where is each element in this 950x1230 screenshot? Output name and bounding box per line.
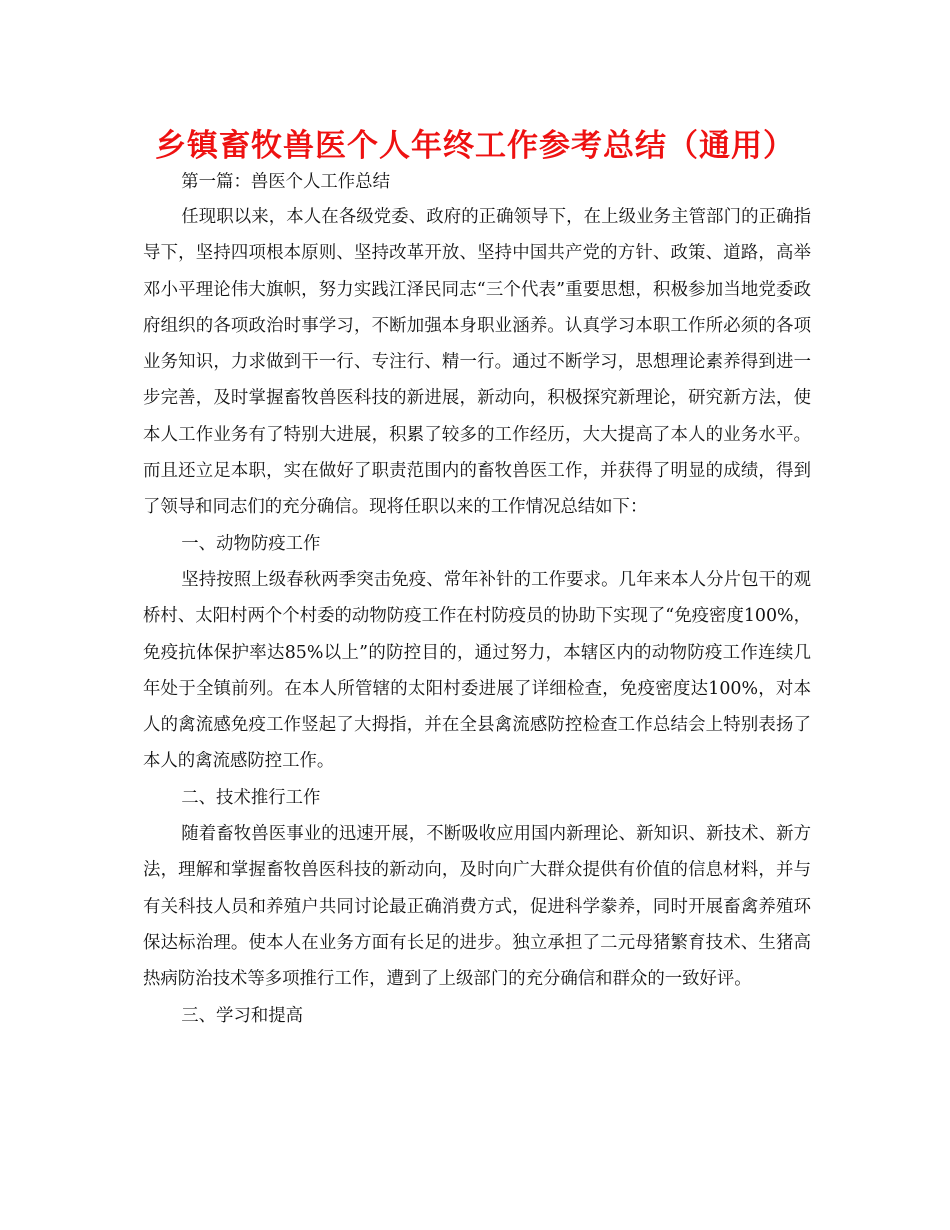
intro-paragraph: 任现职以来，本人在各级党委、政府的正确领导下，在上级业务主管部门的正确指导下，坚持四项根本原则、坚持改革开放、坚持中国共产党的方针、政策、道路，高举邓小平理论伟大旗帜，努力实践江泽民同志“三个代表”重要思想，积极参加当地党委政府组织的各项政治时事学习，不断加强本身职业涵养。认真学习本职工作所必须的各项业务知识，力求做到干一行、专注行、精一行。通过不断学习，思想理论素养得到进一步完善，及时掌握畜牧兽医科技的新进展，新动向，积极探究新理论，研究新方法，使本人工作业务有了特别大进展，积累了较多的工作经历，大大提高了本人的业务水平。而且还立足本职，实在做好了职责范围内的畜牧兽医工作，并获得了明显的成绩，得到了领导和同志们的充分确信。现将任职以来的工作情况总结如下：: [143, 207, 811, 518]
document-subtitle: 第一篇：兽医个人工作总结: [181, 172, 390, 192]
section-heading-3: 三、学习和提高: [181, 1005, 304, 1026]
section-paragraph-2: 随着畜牧兽医事业的迅速开展，不断吸收应用国内新理论、新知识、新技术、新方法，理解和掌握畜牧兽医科技的新动向，及时向广大群众提供有价值的信息材料，并与有关科技人员和养殖户共同讨论最正确消费方式，促进科学豢养，同时开展畜禽养殖环保达标治理。使本人在业务方面有长足的进步。独立承担了二元母猪繁育技术、生猪高热病防治技术等多项推行工作，遭到了上级部门的充分确信和群众的一致好评。: [143, 824, 811, 990]
document-body: [143, 166, 811, 1034]
section-heading-1: 一、动物防疫工作: [181, 533, 321, 554]
document-title: 乡镇畜牧兽医个人年终工作参考总结（通用）: [155, 128, 795, 164]
section-paragraph-1: 坚持按照上级春秋两季突击免疫、常年补针的工作要求。几年来本人分片包干的观桥村、太阳村两个个村委的动物防疫工作在村防疫员的协助下实现了“免疫密度100%，免疫抗体保护率达85%以上”的防控目的，通过努力，本辖区内的动物防疫工作连续几年处于全镇前列。在本人所管辖的太阳村委进展了详细检查，免疫密度达100%，对本人的禽流感免疫工作竖起了大拇指，并在全县禽流感防控检查工作总结会上特别表扬了本人的禽流感防控工作。: [143, 569, 811, 772]
section-heading-2: 二、技术推行工作: [181, 787, 321, 808]
